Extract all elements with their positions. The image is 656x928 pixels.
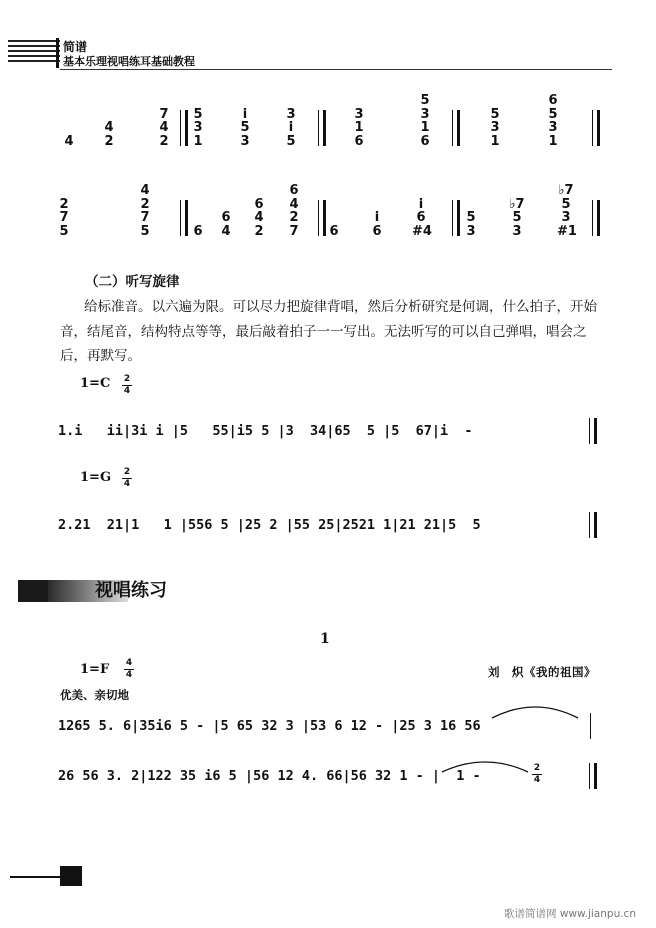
chord-stack [189, 108, 207, 149]
chord-stack [155, 108, 173, 149]
watermark: 歌谱简谱网 www.jianpu.cn [504, 908, 636, 920]
chord-note: 5 [466, 210, 476, 225]
chord-note: 2 [254, 223, 264, 239]
chord-note: 4 [159, 120, 169, 135]
header-decoration [8, 40, 60, 66]
piece-credit: 刘 炽《我的祖国》 [488, 665, 596, 679]
chord-note: 7 [59, 210, 69, 225]
chord-note: 3 [354, 106, 364, 122]
header-title: 简谱 [63, 40, 88, 54]
chord-note: 6 [372, 223, 382, 239]
chord-note: ♭7 [558, 183, 574, 198]
section-title: （二）听写旋律 [85, 274, 180, 290]
melody2-end-bar [594, 512, 597, 538]
chord-note: 6 [420, 133, 430, 149]
double-bar [452, 110, 460, 146]
piece-end-bar [594, 763, 597, 789]
piece-end-time-signature: 2 4 [533, 763, 541, 785]
melody1-end-thin-bar [589, 418, 590, 444]
chord-note: 6 [548, 93, 558, 108]
chord-stack [557, 184, 575, 238]
chord-note: 4 [289, 196, 299, 212]
chord-note: 6 [193, 223, 203, 239]
double-bar [180, 200, 188, 236]
chord-stack [412, 198, 430, 239]
chord-stack [416, 94, 434, 148]
piece-time-signature: 4 4 [125, 658, 133, 680]
chord-note: ♭7 [509, 196, 525, 212]
chord-stack [462, 211, 480, 238]
chord-stack [282, 108, 300, 149]
double-bar [318, 110, 326, 146]
chord-stack [60, 135, 78, 149]
footer-line [10, 876, 60, 878]
chord-note: 5 [420, 93, 430, 108]
header-bar [56, 38, 59, 68]
chord-note: 6 [416, 210, 426, 225]
chord-note: 3 [193, 120, 203, 135]
melody1-key: 1=C [80, 376, 111, 391]
melody2-notation: 2.21 21|1 1 |556 5 |25 2 |55 25|2521 1|21 21|5 5 [58, 517, 481, 533]
chord-note: 4 [104, 120, 114, 135]
chord-note: 3 [490, 120, 500, 135]
chord-note: 2 [289, 210, 299, 225]
chord-stack [100, 121, 118, 148]
piece-line2-notation: 26 56 3. 2|122 35 i6 5 |56 12 4. 66|56 32 1 - | 1 - [58, 768, 481, 784]
header-subtitle: 基本乐理视唱练耳基础教程 [63, 55, 195, 68]
chord-stack [136, 184, 154, 238]
slur [490, 700, 580, 720]
piece-end-thin-bar [589, 763, 590, 789]
melody1-end-bar [594, 418, 597, 444]
chord-stack [325, 225, 343, 239]
chord-stack [486, 108, 504, 149]
chord-stack [508, 198, 526, 239]
chord-note: 1 [193, 133, 203, 149]
chord-note: i [418, 196, 424, 212]
double-bar [180, 110, 188, 146]
chord-note: 3 [466, 223, 476, 239]
piece-key: 1=F [80, 662, 110, 677]
chord-note: i [242, 106, 248, 122]
chord-note: 6 [289, 183, 299, 198]
chord-note: 1 [490, 133, 500, 149]
banner-block [18, 580, 48, 602]
chord-note: 5 [59, 223, 69, 239]
chord-note: 1 [354, 120, 364, 135]
chord-note: 6 [221, 210, 231, 225]
chord-note: i [374, 210, 380, 225]
melody1-notation: 1.i ii|3i i |5 55|i5 5 |3 34|65 5 |5 67|i - [58, 423, 473, 439]
chord-stack [55, 198, 73, 239]
header-rule [60, 69, 612, 70]
chord-note: 5 [286, 133, 296, 149]
piece-line1-notation: 1265 5. 6|35i6 5 - |5 65 32 3 |53 6 12 - |25 3 16 56 [58, 718, 481, 734]
piece-tempo: 优美、亲切地 [60, 688, 129, 702]
chord-note: #4 [412, 223, 432, 239]
section-paragraph: 给标准音。以六遍为限。可以尽力把旋律背唱，然后分析研究是何调，什么拍子，开始音，结尾音，结构特点等等，最后敲着拍子一一写出。无法听写的可以自己弹唱，唱会之后，再默写。 [60, 299, 597, 364]
chord-note: 2 [59, 196, 69, 212]
chord-note: 5 [240, 120, 250, 135]
chord-note: 4 [254, 210, 264, 225]
chord-note: 3 [561, 210, 571, 225]
chord-note: 2 [159, 133, 169, 149]
chord-stack [250, 198, 268, 239]
slur [440, 754, 530, 774]
chord-stack [217, 211, 235, 238]
piece-number: 1 [320, 631, 330, 647]
chord-stack [350, 108, 368, 149]
chord-note: 1 [420, 120, 430, 135]
chord-note: 3 [512, 223, 522, 239]
banner-title: 视唱练习 [95, 580, 167, 601]
double-bar [452, 200, 460, 236]
chord-note: 6 [354, 133, 364, 149]
chord-note: 4 [140, 183, 150, 198]
chord-note: 6 [329, 223, 339, 239]
chord-note: 3 [420, 106, 430, 122]
double-bar [592, 200, 600, 236]
chord-note: 5 [490, 106, 500, 122]
chord-stack [368, 211, 386, 238]
chord-stack [285, 184, 303, 238]
chord-note: 3 [286, 106, 296, 122]
piece-line1-bar [590, 713, 591, 739]
chord-note: 6 [254, 196, 264, 212]
chord-note: i [288, 120, 294, 135]
chord-note: 7 [140, 210, 150, 225]
chord-note: 5 [512, 210, 522, 225]
double-bar [318, 200, 326, 236]
chord-note: 5 [561, 196, 571, 212]
chord-note: 4 [221, 223, 231, 239]
chord-note: 1 [548, 133, 558, 149]
chord-stack [544, 94, 562, 148]
chord-note: #1 [557, 223, 577, 239]
chord-note: 3 [548, 120, 558, 135]
melody1-time-signature: 2 4 [123, 374, 131, 396]
chord-note: 5 [193, 106, 203, 122]
chord-note: 3 [240, 133, 250, 149]
chord-note: 7 [289, 223, 299, 239]
chord-note: 2 [104, 133, 114, 149]
chord-note: 4 [64, 133, 74, 149]
double-bar [592, 110, 600, 146]
chord-note: 7 [159, 106, 169, 122]
melody2-time-signature: 2 4 [123, 467, 131, 489]
footer-page-block [60, 866, 82, 886]
melody2-key: 1=G [80, 470, 112, 485]
chord-stack [236, 108, 254, 149]
chord-note: 5 [140, 223, 150, 239]
chord-note: 2 [140, 196, 150, 212]
chord-note: 5 [548, 106, 558, 122]
melody2-end-thin-bar [589, 512, 590, 538]
chord-stack [189, 225, 207, 239]
